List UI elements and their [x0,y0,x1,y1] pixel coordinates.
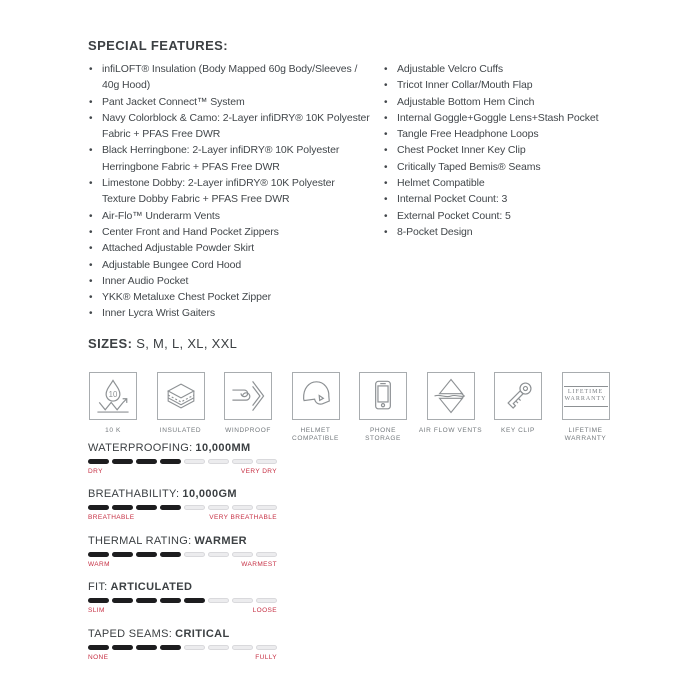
bullet-icon [89,305,92,322]
icon-label: WINDPROOF [225,427,271,434]
bullet-icon [89,208,92,225]
feature-text: Inner Lycra Wrist Gaiters [102,307,216,320]
special-features-heading: SPECIAL FEATURES: [88,38,228,53]
bullet-icon [384,77,387,94]
feature-text: Helmet Compatible [397,177,485,190]
rating-segment [88,552,109,557]
icon-label: 10 K [105,427,121,434]
feature-text: 8-Pocket Design [397,225,473,238]
rating-bar [88,552,288,557]
svg-text:10: 10 [108,389,118,399]
bullet-icon [89,175,92,192]
feature-text: Tricot Inner Collar/Mouth Flap [397,79,533,92]
badge-line: LIFETIME [567,388,604,395]
bullet-icon [384,110,387,127]
bullet-icon [89,240,92,257]
rating-min-label: DRY [88,468,103,475]
feature-text: Inner Audio Pocket [102,274,189,287]
rating-segment [88,598,109,603]
sizes-line [88,336,237,351]
bullet-icon [384,224,387,241]
feature-text: Internal Pocket Count: 3 [397,193,508,206]
rating-heading [88,442,288,454]
bullet-icon [384,94,387,111]
insulated-icon [159,374,203,418]
rating-segment [160,505,181,510]
bullet-icon [384,208,387,225]
rating-max-label: VERY DRY [240,468,277,475]
feature-text: YKK® Metaluxe Chest Pocket Zipper [102,291,272,304]
feature-item [88,110,370,143]
rating-value: CRITICAL [175,628,230,640]
bullet-icon [89,257,92,274]
icon-label: HELMET COMPATIBLE [292,427,339,442]
bullet-icon [384,191,387,208]
feature-icon-air-flow-vents [418,372,483,443]
feature-text: Adjustable Bottom Hem Cinch [397,95,535,108]
sizes-value: S, M, L, XL, XXL [136,336,238,351]
sizes-label: SIZES: [88,336,133,351]
icon-label: LIFETIME WARRANTY [564,427,607,442]
bullet-icon [384,126,387,143]
rating-min-label: SLIM [88,607,105,614]
bullet-icon [384,142,387,159]
rating-bar [88,459,288,464]
icon-label: PHONE STORAGE [365,427,401,442]
rating-segment [112,552,133,557]
feature-icon-insulated [157,372,205,443]
rating-label: THERMAL RATING: [88,535,192,547]
rating-breathability [88,488,288,521]
rating-segment [232,552,253,557]
feature-text: Pant Jacket Connect™ System [102,95,245,108]
lifetime-warranty-badge [564,386,608,407]
rating-segment [208,552,229,557]
rating-segment [256,459,277,464]
rating-max-label: VERY BREATHABLE [209,514,277,521]
rating-segment [256,598,277,603]
feature-item [383,110,628,126]
rating-segment [232,645,253,650]
rating-segment [184,459,205,464]
rating-value: 10,000GM [182,488,237,500]
rating-segment [160,552,181,557]
feature-item [383,175,628,191]
rating-min-label: BREATHABLE [88,514,135,521]
rating-max-label: FULLY [255,654,277,661]
feature-icon-lifetime-warranty [562,372,610,443]
rating-segment [88,459,109,464]
features-list-right [383,61,628,240]
feature-item [88,289,370,305]
rating-segment [208,645,229,650]
bullet-icon [89,273,92,290]
bullet-icon [89,289,92,306]
feature-text: Air-Flo™ Underarm Vents [102,209,220,222]
rating-max-label: WARMEST [241,561,277,568]
rating-segment [88,645,109,650]
feature-item [88,61,370,94]
rating-segment [136,459,157,464]
icon-label: INSULATED [159,427,202,434]
feature-text: Tangle Free Headphone Loops [397,128,539,141]
rating-segment [160,645,181,650]
rating-segment [232,459,253,464]
rating-segment [112,505,133,510]
feature-text: Black Herringbone: 2-Layer infiDRY® 10K Polyester Herringbone Fabric + PFAS Free DWR [102,144,340,173]
bullet-icon [89,142,92,159]
waterproof-10k-icon [91,374,135,418]
feature-text: Internal Goggle+Goggle Lens+Stash Pocket [397,111,599,124]
rating-segment [88,505,109,510]
rating-heading [88,581,288,593]
rating-heading [88,535,288,547]
rating-min-label: WARM [88,561,110,568]
feature-text: Limestone Dobby: 2-Layer infiDRY® 10K Polyester Texture Dobby Fabric + PFAS Free DWR [102,177,335,206]
feature-item [88,94,370,110]
bullet-icon [384,61,387,78]
rating-segment [208,459,229,464]
rating-thermal [88,535,288,568]
rating-fit [88,581,288,614]
rating-bar [88,505,288,510]
rating-value: 10,000MM [195,442,251,454]
rating-bar [88,598,288,603]
feature-item [88,224,370,240]
rating-segment [136,505,157,510]
rating-segment [208,598,229,603]
helmet-icon [294,374,338,418]
rating-segment [184,552,205,557]
feature-text: Adjustable Bungee Cord Hood [102,258,242,271]
rating-taped-seams [88,628,288,661]
rating-segment [256,552,277,557]
rating-segment [208,505,229,510]
rating-label: FIT: [88,581,108,593]
bullet-icon [384,159,387,176]
rating-min-label: NONE [88,654,109,661]
feature-text: External Pocket Count: 5 [397,209,511,222]
rating-heading [88,628,288,640]
feature-item [383,224,628,240]
feature-text: Center Front and Hand Pocket Zippers [102,225,279,238]
feature-item [383,61,628,77]
feature-text: Adjustable Velcro Cuffs [397,63,504,75]
rating-segment [232,598,253,603]
rating-segment [160,598,181,603]
feature-item [383,159,628,175]
rating-label: TAPED SEAMS: [88,628,173,640]
windproof-icon [226,374,270,418]
feature-item [88,175,370,208]
feature-item [88,240,370,256]
rating-waterproofing [88,442,288,475]
feature-text: Chest Pocket Inner Key Clip [397,144,526,157]
feature-item [88,142,370,175]
feature-item [383,126,628,142]
icon-label: AIR FLOW VENTS [418,427,483,434]
feature-item [383,142,628,158]
feature-item [88,208,370,224]
rating-segment [256,645,277,650]
rating-max-label: LOOSE [252,607,277,614]
features-list-left [88,61,370,322]
feature-icon-10k [89,372,137,443]
rating-segment [232,505,253,510]
feature-text: infiLOFT® Insulation (Body Mapped 60g Body/Sleeves / 40g Hood) [102,63,358,92]
feature-item [88,305,370,321]
rating-value: ARTICULATED [110,581,193,593]
feature-text: Attached Adjustable Powder Skirt [102,242,255,255]
feature-icon-helmet-compatible [292,372,340,443]
feature-text: Navy Colorblock & Camo: 2-Layer infiDRY® 10K Polyester Fabric + PFAS Free DWR [102,111,370,141]
rating-bar [88,645,288,650]
rating-label: WATERPROOFING: [88,442,193,454]
feature-icon-key-clip [494,372,542,443]
phone-icon [361,374,405,418]
air-flow-vents-icon [429,374,473,418]
rating-segment [112,459,133,464]
feature-item [88,273,370,289]
rating-segment [136,598,157,603]
feature-icon-phone-storage [359,372,407,443]
rating-segment [136,645,157,650]
feature-icon-windproof [224,372,272,443]
bullet-icon [89,224,92,241]
bullet-icon [89,110,92,127]
badge-line: WARRANTY [564,396,607,402]
feature-item [383,77,628,93]
rating-segment [112,645,133,650]
bullet-icon [89,61,92,78]
feature-item [88,257,370,273]
rating-segment [112,598,133,603]
rating-segment [256,505,277,510]
rating-segment [184,505,205,510]
rating-label: BREATHABILITY: [88,488,180,500]
bullet-icon [89,94,92,111]
rating-segment [160,459,181,464]
bullet-icon [384,175,387,192]
rating-segment [136,552,157,557]
rating-segment [184,645,205,650]
icon-label: KEY CLIP [501,427,535,434]
rating-segment [184,598,205,603]
feature-item [383,191,628,207]
rating-value: WARMER [194,535,248,547]
rating-heading [88,488,288,500]
key-icon [496,374,540,418]
feature-icon-row [89,372,629,443]
feature-item [383,208,628,224]
feature-item [383,94,628,110]
feature-text: Critically Taped Bemis® Seams [397,160,541,173]
